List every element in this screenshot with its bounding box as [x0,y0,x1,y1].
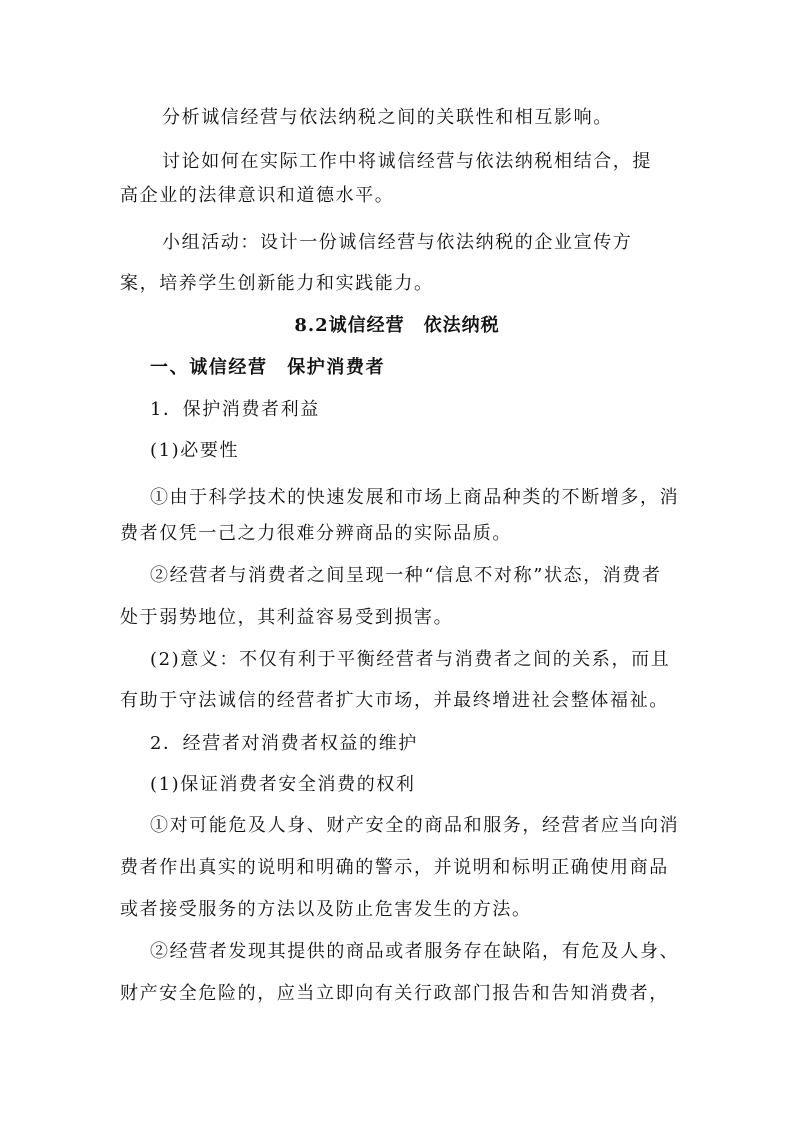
paragraph-line: ①对可能危及人身、财产安全的商品和服务，经营者应当向消 [150,815,680,836]
subheading: 1．保护消费者利益 [150,399,320,420]
paragraph-line: ①由于科学技术的快速发展和市场上商品种类的不断增多，消 [150,487,680,508]
paragraph-line: 讨论如何在实际工作中将诚信经营与依法纳税相结合，提 [162,151,652,172]
subheading: (1)必要性 [150,440,240,461]
paragraph-line: 费者作出真实的说明和明确的警示，并说明和标明正确使用商品 [120,857,669,878]
paragraph-line: 有助于守法诚信的经营者扩大市场，并最终增进社会整体福祉。 [120,690,669,711]
paragraph-line: (2)意义：不仅有利于平衡经营者与消费者之间的关系，而且 [150,649,671,670]
paragraph-line: 高企业的法律意识和道德水平。 [120,185,395,206]
heading-level-1: 一、诚信经营 保护消费者 [150,357,386,378]
section-title: 8.2诚信经营 依法纳税 [294,315,500,336]
paragraph-line: 处于弱势地位，其利益容易受到损害。 [120,607,454,628]
paragraph-line: ②经营者发现其提供的商品或者服务存在缺陷，有危及人身、 [150,941,680,962]
paragraph-line: 分析诚信经营与依法纳税之间的关联性和相互影响。 [162,107,613,128]
subheading: 2．经营者对消费者权益的维护 [150,733,418,754]
paragraph-line: 费者仅凭一己之力很难分辨商品的实际品质。 [120,523,512,544]
paragraph-line: 财产安全危险的，应当立即向有关行政部门报告和告知消费者， [120,983,669,1004]
paragraph-line: 小组活动：设计一份诚信经营与依法纳税的企业宣传方 [162,232,633,253]
subheading: (1)保证消费者安全消费的权利 [150,774,416,795]
paragraph-line: 案，培养学生创新能力和实践能力。 [120,273,434,294]
paragraph-line: 或者接受服务的方法以及防止危害发生的方法。 [120,899,532,920]
paragraph-line: ②经营者与消费者之间呈现一种“信息不对称”状态，消费者 [150,565,662,586]
